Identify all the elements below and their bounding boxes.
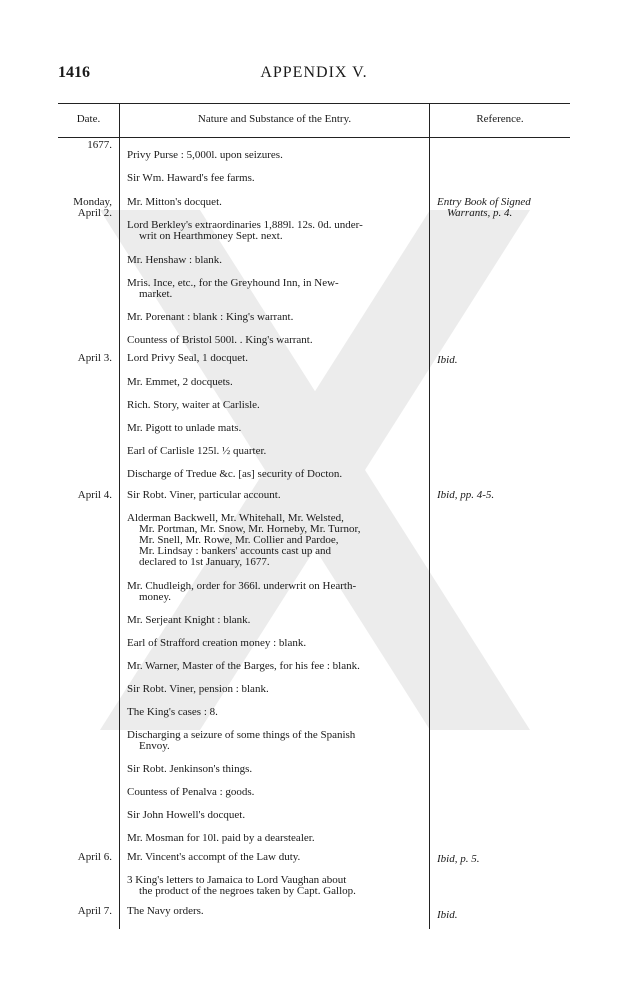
date-cell: April 4. <box>77 489 112 501</box>
reference-cell-line: Ibid, p. 5. <box>437 853 480 865</box>
entry-cell-line: declared to 1st January, 1677. <box>139 556 270 568</box>
entry-cell <box>127 833 423 844</box>
entry-cell <box>127 335 423 346</box>
entry-cell-line: Mr. Pigott to unlade mats. <box>127 422 242 434</box>
entry-cell-line: the product of the negroes taken by Capt. Gallop. <box>139 885 356 897</box>
reference-cell-line: Entry Book of Signed <box>437 196 531 208</box>
table-header-rule <box>58 137 570 138</box>
entry-cell <box>127 353 423 364</box>
entry-cell-line: Mr. Porenant : blank : King's warrant. <box>127 311 294 323</box>
entry-cell-line: writ on Hearthmoney Sept. next. <box>139 230 283 242</box>
reference-cell <box>437 910 569 921</box>
page-number: 1416 <box>58 64 90 81</box>
entry-cell-line: Rich. Story, waiter at Carlisle. <box>127 399 260 411</box>
entry-cell <box>127 278 423 300</box>
entry-cell <box>127 615 423 626</box>
entry-cell-line: Earl of Carlisle 125l. ½ quarter. <box>127 445 267 457</box>
reference-cell <box>437 490 569 501</box>
entry-cell <box>127 513 423 568</box>
entry-cell-line: Mr. Chudleigh, order for 366l. underwrit on Hearth- <box>127 580 357 592</box>
entry-cell-line: 3 King's letters to Jamaica to Lord Vaughan about <box>127 874 347 886</box>
entry-cell-line: Mr. Snell, Mr. Rowe, Mr. Collier and Pardoe, <box>139 534 339 546</box>
entry-cell <box>127 810 423 821</box>
entry-cell-line: money. <box>139 591 171 603</box>
column-header-nature: Nature and Substance of the Entry. <box>197 113 352 125</box>
entry-cell-line: Privy Purse : 5,000l. upon seizures. <box>127 149 283 161</box>
entry-cell <box>127 197 423 208</box>
entry-cell-line: The King's cases : 8. <box>127 706 218 718</box>
entry-cell-line: Mr. Mitton's docquet. <box>127 196 222 208</box>
date-cell: 1677. <box>87 139 112 151</box>
entry-cell <box>127 707 423 718</box>
date-cell: April 7. <box>77 905 112 917</box>
entry-cell-line: Mr. Mosman for 10l. paid by a dearstealer. <box>127 832 315 844</box>
entry-cell-line: Mr. Emmet, 2 docquets. <box>127 376 233 388</box>
entry-cell <box>127 150 423 161</box>
entry-cell-line: Earl of Strafford creation money : blank. <box>127 637 307 649</box>
entry-cell-line: Sir Robt. Viner, particular account. <box>127 489 281 501</box>
entry-cell <box>127 490 423 501</box>
entry-cell-line: Lord Berkley's extraordinaries 1,889l. 12s. 0d. under- <box>127 219 363 231</box>
entry-cell <box>127 730 423 752</box>
entry-cell <box>127 220 423 242</box>
entry-cell-line: Discharge of Tredue &c. [as] security of Docton. <box>127 468 343 480</box>
entry-cell-line: Sir Robt. Jenkinson's things. <box>127 763 253 775</box>
entry-cell <box>127 787 423 798</box>
entry-cell <box>127 684 423 695</box>
entry-cell <box>127 906 423 917</box>
entry-cell-line: The Navy orders. <box>127 905 204 917</box>
reference-cell-line: Warrants, p. 4. <box>447 207 513 219</box>
entry-cell <box>127 173 423 184</box>
entry-cell-line: Sir John Howell's docquet. <box>127 809 246 821</box>
column-header-date: Date. <box>76 113 101 125</box>
table-top-rule <box>58 103 570 104</box>
entry-cell-line: Mr. Vincent's accompt of the Law duty. <box>127 851 301 863</box>
entry-cell <box>127 581 423 603</box>
entry-cell-line: Lord Privy Seal, 1 docquet. <box>127 352 248 364</box>
entry-cell-line: Sir Wm. Haward's fee farms. <box>127 172 255 184</box>
reference-cell-line: Ibid, pp. 4-5. <box>437 489 495 501</box>
entry-cell <box>127 661 423 672</box>
entry-cell <box>127 469 423 480</box>
entry-cell <box>127 423 423 434</box>
entry-cell-line: Mr. Portman, Mr. Snow, Mr. Horneby, Mr. Turnor, <box>139 523 361 535</box>
reference-cell <box>437 355 569 366</box>
entry-cell-line: Sir Robt. Viner, pension : blank. <box>127 683 269 695</box>
entry-cell-line: Countess of Bristol 500l. . King's warrant. <box>127 334 313 346</box>
date-cell: April 6. <box>77 851 112 863</box>
entry-cell-line: Mr. Warner, Master of the Barges, for his fee : blank. <box>127 660 360 672</box>
entry-cell <box>127 638 423 649</box>
entry-cell-line: Mris. Ince, etc., for the Greyhound Inn, in New- <box>127 277 339 289</box>
reference-cell <box>437 854 569 865</box>
entry-cell-line: Discharging a seizure of some things of the Spanish <box>127 729 356 741</box>
date-cell: April 2. <box>77 207 112 219</box>
entry-cell <box>127 377 423 388</box>
entry-cell-line: Alderman Backwell, Mr. Whitehall, Mr. Welsted, <box>127 512 344 524</box>
date-cell: April 3. <box>77 352 112 364</box>
entry-cell <box>127 446 423 457</box>
entry-cell-line: Mr. Serjeant Knight : blank. <box>127 614 251 626</box>
reference-cell-line: Ibid. <box>437 909 458 921</box>
entry-cell <box>127 400 423 411</box>
entry-cell-line: Mr. Henshaw : blank. <box>127 254 223 266</box>
page-title: APPENDIX V. <box>260 64 368 81</box>
date-cell: Monday, <box>73 196 112 208</box>
entry-cell <box>127 875 423 897</box>
page-header <box>58 64 570 88</box>
reference-cell-line: Ibid. <box>437 354 458 366</box>
column-divider-reference <box>429 104 430 929</box>
column-header-reference: Reference. <box>476 113 524 125</box>
entry-cell-line: market. <box>139 288 173 300</box>
entry-cell-line: Mr. Lindsay : bankers' accounts cast up and <box>139 545 331 557</box>
column-divider-date <box>119 104 120 929</box>
entry-cell-line: Envoy. <box>139 740 170 752</box>
entry-cell <box>127 852 423 863</box>
entry-cell <box>127 255 423 266</box>
entry-cell-line: Countess of Penalva : goods. <box>127 786 255 798</box>
reference-cell <box>437 197 569 219</box>
entry-cell <box>127 312 423 323</box>
entry-cell <box>127 764 423 775</box>
